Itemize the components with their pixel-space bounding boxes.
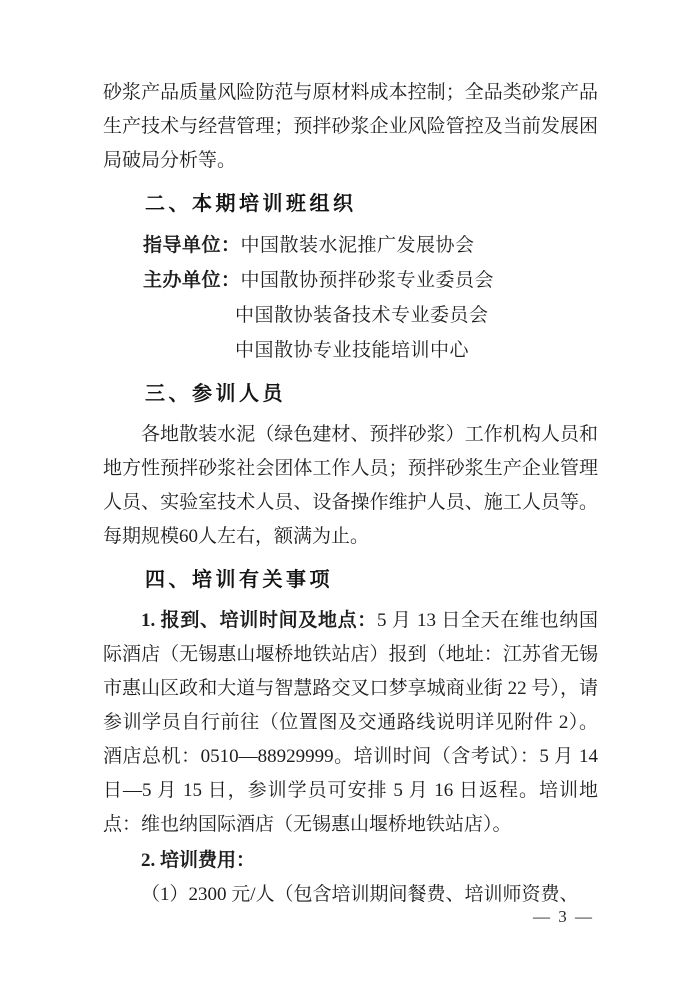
page-number: — 3 — xyxy=(533,907,594,926)
item2-fee-detail-1: （1）2300 元/人（包含培训期间餐费、培训师资费、 xyxy=(141,884,579,905)
heading-section-4-matters: 四、培训有关事项 xyxy=(145,569,333,591)
paragraph-item1-registration xyxy=(103,604,598,842)
item2-fee-heading: 2. 培训费用： xyxy=(141,850,256,871)
heading-section-2-organization: 二、本期培训班组织 xyxy=(145,193,357,215)
org-host-value-1: 中国散协预拌砂浆专业委员会 xyxy=(240,270,495,291)
heading-section-3-trainees: 三、参训人员 xyxy=(145,383,286,405)
org-host-value-3: 中国散协专业技能培训中心 xyxy=(235,340,470,361)
paragraph-course-overview: 砂浆产品质量风险防范与原材料成本控制；全品类砂浆产品生产技术与经营管理；预拌砂浆企业风险管控及当前发展困局破局分析等。 xyxy=(103,82,598,171)
org-guidance-label: 指导单位： xyxy=(143,235,241,256)
org-row-host-unit xyxy=(143,263,598,298)
org-guidance-value: 中国散装水泥推广发展协会 xyxy=(240,235,475,256)
item1-bold-label: 1. 报到、培训时间及地点： xyxy=(141,610,377,631)
org-row-guidance-unit xyxy=(143,228,598,263)
org-host-label: 主办单位： xyxy=(143,270,241,291)
paragraph-trainees: 各地散装水泥（绿色建材、预拌砂浆）工作机构人员和地方性预拌砂浆社会团体工作人员；预拌砂浆生产企业管理人员、实验室技术人员、设备操作维护人员、施工人员等。每期规模60人左右，额满为止。 xyxy=(103,424,598,547)
org-host-value-2: 中国散协装备技术专业委员会 xyxy=(235,305,489,326)
item1-text: 5 月 13 日全天在维也纳国际酒店（无锡惠山堰桥地铁站店）报到（地址：江苏省无锡市惠山区政和大道与智慧路交叉口梦享城商业街 22 号），请参训学员自行前往（位置图及交通路线说明详见附件 2）。酒店总机：0510—88929999。培训时间（含考试）：5 月 14 日—5 月 15 日，参训学员可安排 5 月 16 日返程。培训地点：维也纳国际酒店（无锡惠山堰桥地铁站店）。 xyxy=(103,610,598,835)
